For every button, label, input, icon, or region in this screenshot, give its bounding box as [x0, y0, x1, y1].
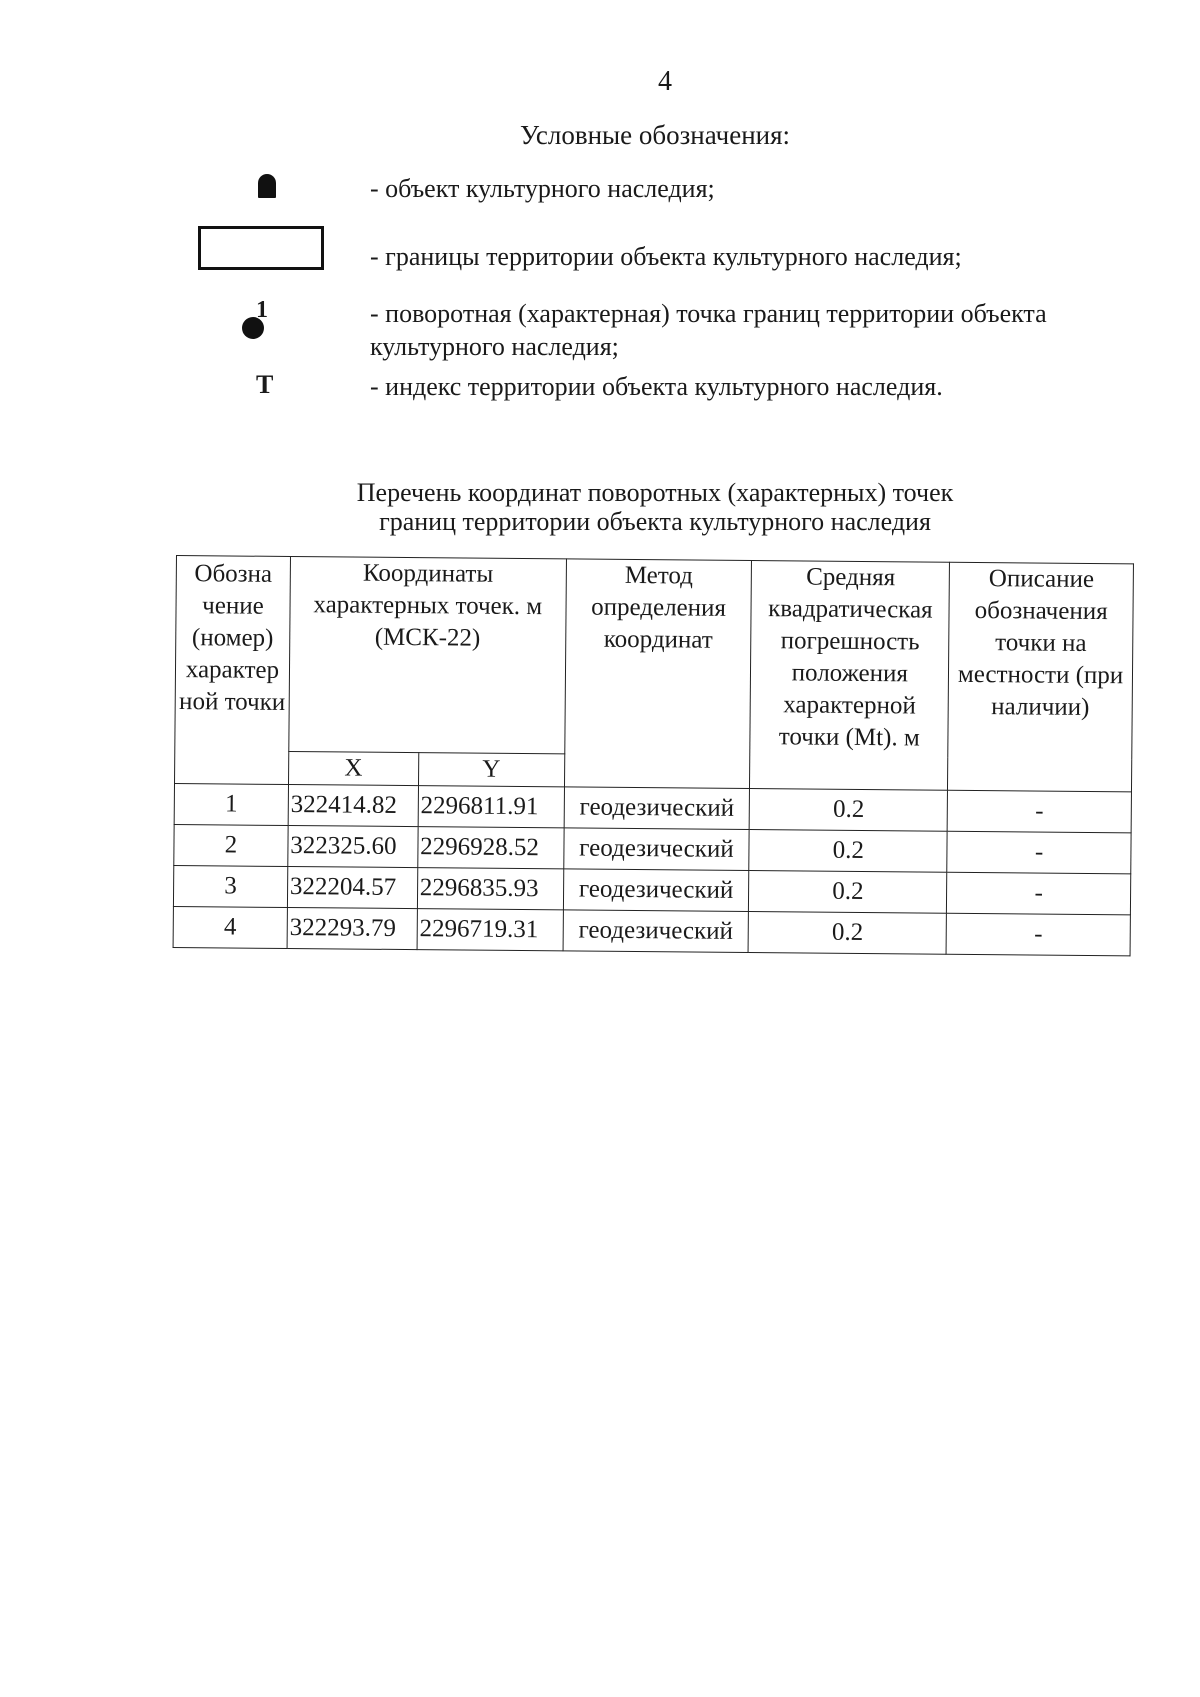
cell-method: геодезический [563, 910, 749, 953]
table-row [173, 906, 1130, 955]
cell-y: 2296719.31 [417, 909, 563, 951]
territory-index-icon: Т [256, 370, 274, 399]
cell-y: 2296811.91 [418, 786, 564, 828]
cell-y: 2296835.93 [417, 868, 563, 910]
legend-title: Условные обозначения: [520, 120, 791, 150]
table-title-line-1: Перечень координат поворотных (характерных) точек [356, 478, 954, 507]
table-header-row [175, 556, 1134, 759]
cell-error: 0.2 [748, 912, 946, 955]
cell-x: 322414.82 [288, 784, 418, 826]
cell-description: - [947, 872, 1131, 915]
cell-x: 322204.57 [287, 866, 417, 908]
cell-description: - [947, 831, 1131, 874]
territory-boundary-icon [198, 226, 324, 270]
header-coordinates: Координаты характерных точек. м (МСК-22) [289, 556, 566, 753]
cell-description: - [946, 913, 1130, 956]
cell-x: 322325.60 [288, 825, 418, 867]
page-number: 4 [658, 66, 672, 97]
header-x: X [288, 751, 418, 785]
cell-number: 1 [174, 783, 288, 825]
cell-number: 3 [173, 865, 287, 907]
heritage-object-icon [258, 174, 276, 198]
table-title-line-2: границ территории объекта культурного наследия [379, 507, 931, 536]
cell-x: 322293.79 [287, 907, 417, 949]
cell-method: геодезический [564, 787, 750, 830]
legend-item-text: - границы территории объекта культурного наследия; [370, 242, 962, 271]
header-designation: Обозна чение (номер) характер ной точки [175, 556, 291, 785]
header-error: Средняя квадратическая погрешность положения характерной точки (Mt). м [750, 561, 950, 791]
table-title [0, 478, 1200, 536]
header-description: Описание обозначения точки на местности (при наличии) [948, 562, 1134, 792]
cell-number: 4 [173, 906, 287, 948]
cell-description: - [947, 790, 1131, 833]
cell-method: геодезический [563, 828, 749, 871]
cell-error: 0.2 [749, 871, 947, 914]
cell-method: геодезический [563, 869, 749, 912]
header-method: Метод определения координат [564, 559, 752, 789]
cell-error: 0.2 [749, 830, 947, 873]
legend-item-text: - объект культурного наследия; [370, 174, 715, 203]
cell-number: 2 [174, 824, 288, 866]
coordinates-table [173, 555, 1134, 956]
turning-point-icon [242, 297, 302, 353]
cell-y: 2296928.52 [418, 827, 564, 869]
legend-item-text: - поворотная (характерная) точка границ территории объекта культурного наследия; [370, 299, 1047, 361]
cell-error: 0.2 [750, 789, 948, 832]
turning-point-number: 1 [256, 297, 268, 323]
header-y: Y [418, 753, 564, 787]
legend-item-text: - индекс территории объекта культурного наследия. [370, 372, 943, 401]
